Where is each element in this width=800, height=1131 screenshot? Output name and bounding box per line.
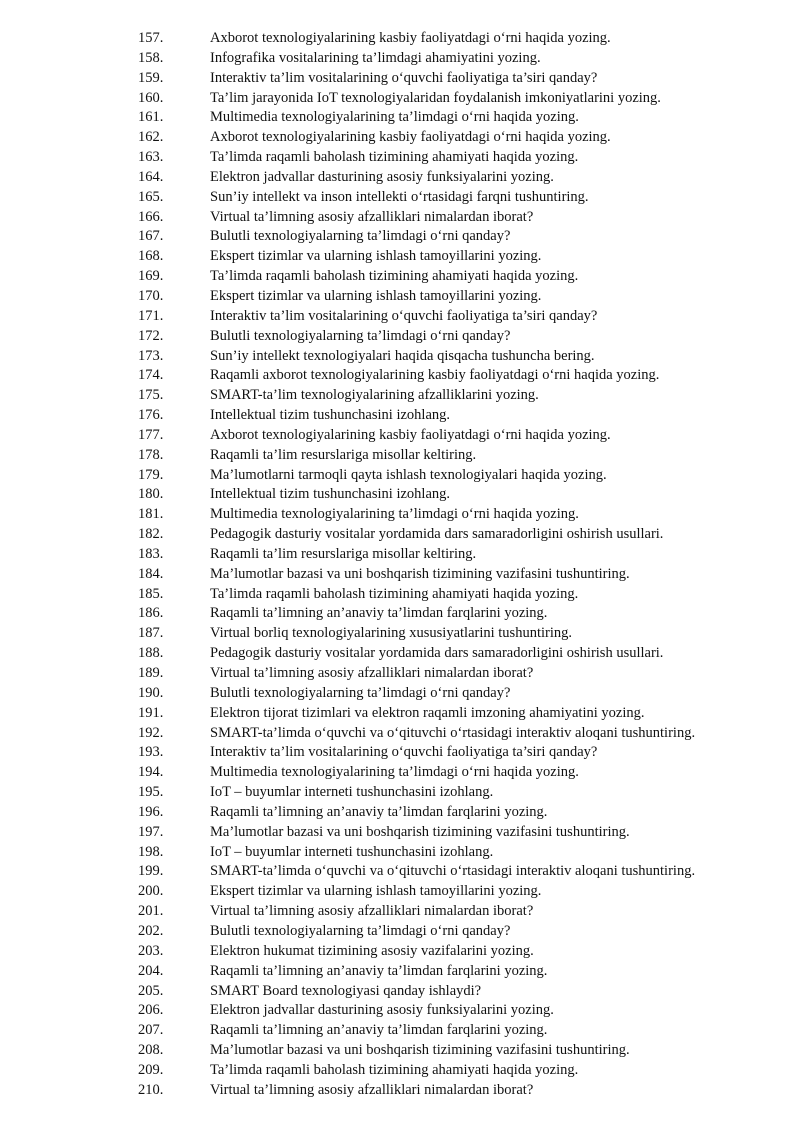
- list-item: [0, 644, 800, 664]
- list-item: [0, 188, 800, 208]
- question-number: 158.: [138, 49, 164, 66]
- list-item: [0, 89, 800, 109]
- question-number: 195.: [138, 784, 164, 801]
- question-number: 210.: [138, 1081, 164, 1098]
- question-number: 181.: [138, 506, 164, 523]
- question-number: 204.: [138, 962, 164, 979]
- list-item: [0, 962, 800, 982]
- question-number: 165.: [138, 188, 164, 205]
- question-text: Pedagogik dasturiy vositalar yordamida dars samaradorligini oshirish usullari.: [210, 526, 664, 543]
- question-number: 200.: [138, 883, 164, 900]
- list-item: [0, 724, 800, 744]
- question-text: Ta’limda raqamli baholash tizimining ahamiyati haqida yozing.: [210, 268, 579, 285]
- question-number: 160.: [138, 89, 164, 106]
- list-item: [0, 227, 800, 247]
- list-item: [0, 406, 800, 426]
- question-number: 202.: [138, 922, 164, 939]
- question-text: Virtual borliq texnologiyalarining xususiyatlarini tushuntiring.: [210, 625, 572, 642]
- question-text: Raqamli ta’limning an’anaviy ta’limdan farqlarini yozing.: [210, 962, 548, 979]
- question-number: 208.: [138, 1042, 164, 1059]
- question-text: Interaktiv ta’lim vositalarining o‘quvchi faoliyatiga ta’siri qanday?: [210, 69, 598, 86]
- question-text: Ekspert tizimlar va ularning ishlash tamoyillarini yozing.: [210, 883, 542, 900]
- question-text: Ma’lumotlar bazasi va uni boshqarish tizimining vazifasini tushuntiring.: [210, 1042, 630, 1059]
- question-text: Infografika vositalarining ta’limdagi ahamiyatini yozing.: [210, 49, 541, 66]
- question-number: 166.: [138, 208, 164, 225]
- question-text: Elektron jadvallar dasturining asosiy funksiyalarini yozing.: [210, 1002, 554, 1019]
- list-item: [0, 545, 800, 565]
- list-item: [0, 446, 800, 466]
- list-item: [0, 922, 800, 942]
- list-item: [0, 287, 800, 307]
- question-number: 184.: [138, 565, 164, 582]
- list-item: [0, 128, 800, 148]
- question-number: 178.: [138, 446, 164, 463]
- list-item: [0, 505, 800, 525]
- list-item: [0, 982, 800, 1002]
- question-text: Axborot texnologiyalarining kasbiy faoliyatdagi o‘rni haqida yozing.: [210, 30, 611, 46]
- question-number: 191.: [138, 704, 164, 721]
- list-item: [0, 49, 800, 69]
- list-item: [0, 684, 800, 704]
- question-number: 176.: [138, 407, 164, 424]
- question-text: Virtual ta’limning asosiy afzalliklari nimalardan iborat?: [210, 665, 534, 681]
- list-item: [0, 783, 800, 803]
- question-number: 179.: [138, 466, 164, 483]
- question-text: Raqamli ta’limning an’anaviy ta’limdan farqlarini yozing.: [210, 1022, 548, 1039]
- question-number: 167.: [138, 228, 164, 245]
- list-item: [0, 386, 800, 406]
- question-text: Bulutli texnologiyalarning ta’limdagi o‘rni qanday?: [210, 922, 511, 939]
- list-item: [0, 743, 800, 763]
- question-number: 172.: [138, 327, 164, 344]
- question-text: Ta’limda raqamli baholash tizimining ahamiyati haqida yozing.: [210, 585, 579, 602]
- question-number: 180.: [138, 486, 164, 503]
- list-item: [0, 763, 800, 783]
- question-number: 196.: [138, 803, 164, 820]
- question-number: 198.: [138, 843, 164, 860]
- question-list: [0, 29, 800, 1101]
- list-item: [0, 267, 800, 287]
- question-text: Raqamli ta’limning an’anaviy ta’limdan farqlarini yozing.: [210, 605, 548, 622]
- question-number: 175.: [138, 387, 164, 404]
- list-item: [0, 168, 800, 188]
- list-item: [0, 843, 800, 863]
- question-text: Multimedia texnologiyalarining ta’limdagi o‘rni haqida yozing.: [210, 506, 579, 523]
- list-item: [0, 704, 800, 724]
- list-item: [0, 565, 800, 585]
- question-number: 193.: [138, 744, 164, 761]
- question-text: IoT – buyumlar interneti tushunchasini izohlang.: [210, 784, 494, 801]
- question-text: SMART Board texnologiyasi qanday ishlaydi?: [210, 982, 482, 999]
- question-number: 159.: [138, 69, 164, 86]
- question-number: 171.: [138, 307, 164, 324]
- question-number: 174.: [138, 367, 164, 384]
- list-item: [0, 327, 800, 347]
- list-item: [0, 347, 800, 367]
- question-text: Axborot texnologiyalarining kasbiy faoliyatdagi o‘rni haqida yozing.: [210, 426, 611, 443]
- list-item: [0, 1041, 800, 1061]
- list-item: [0, 585, 800, 605]
- question-text: Raqamli ta’lim resurslariga misollar keltiring.: [210, 545, 477, 562]
- question-number: 157.: [138, 30, 164, 46]
- question-number: 169.: [138, 268, 164, 285]
- question-number: 206.: [138, 1002, 164, 1019]
- question-text: Elektron tijorat tizimlari va elektron raqamli imzoning ahamiyatini yozing.: [210, 704, 645, 721]
- question-text: Ekspert tizimlar va ularning ishlash tamoyillarini yozing.: [210, 287, 542, 304]
- question-number: 182.: [138, 526, 164, 543]
- question-text: SMART-ta’limda o‘quvchi va o‘qituvchi o‘rtasidagi interaktiv aloqani tushuntiring.: [210, 863, 696, 880]
- list-item: [0, 604, 800, 624]
- list-item: [0, 624, 800, 644]
- list-item: [0, 664, 800, 684]
- list-item: [0, 882, 800, 902]
- question-text: Intellektual tizim tushunchasini izohlang.: [210, 486, 451, 503]
- list-item: [0, 307, 800, 327]
- list-item: [0, 1001, 800, 1021]
- list-item: [0, 862, 800, 882]
- question-text: Sun’iy intellekt texnologiyalari haqida qisqacha tushuncha bering.: [210, 347, 595, 364]
- question-number: 205.: [138, 982, 164, 999]
- question-text: Virtual ta’limning asosiy afzalliklari nimalardan iborat?: [210, 1081, 534, 1098]
- list-item: [0, 247, 800, 267]
- list-item: [0, 1061, 800, 1081]
- question-number: 209.: [138, 1061, 164, 1078]
- question-text: Bulutli texnologiyalarning ta’limdagi o‘rni qanday?: [210, 228, 511, 245]
- question-text: Raqamli ta’limning an’anaviy ta’limdan farqlarini yozing.: [210, 803, 548, 820]
- question-number: 183.: [138, 545, 164, 562]
- question-text: IoT – buyumlar interneti tushunchasini izohlang.: [210, 843, 494, 860]
- question-text: Elektron jadvallar dasturining asosiy funksiyalarini yozing.: [210, 168, 554, 185]
- question-text: Bulutli texnologiyalarning ta’limdagi o‘rni qanday?: [210, 684, 511, 701]
- list-item: [0, 1021, 800, 1041]
- question-number: 185.: [138, 585, 164, 602]
- question-text: Intellektual tizim tushunchasini izohlang.: [210, 407, 451, 424]
- question-text: Ta’limda raqamli baholash tizimining ahamiyati haqida yozing.: [210, 1061, 579, 1078]
- question-number: 201.: [138, 903, 164, 920]
- list-item: [0, 823, 800, 843]
- question-text: Virtual ta’limning asosiy afzalliklari nimalardan iborat?: [210, 903, 534, 920]
- question-number: 177.: [138, 426, 164, 443]
- question-text: Ekspert tizimlar va ularning ishlash tamoyillarini yozing.: [210, 248, 542, 265]
- list-item: [0, 902, 800, 922]
- question-number: 170.: [138, 287, 164, 304]
- question-text: SMART-ta’limda o‘quvchi va o‘qituvchi o‘rtasidagi interaktiv aloqani tushuntiring.: [210, 724, 696, 741]
- question-number: 190.: [138, 684, 164, 701]
- list-item: [0, 69, 800, 89]
- question-number: 164.: [138, 168, 164, 185]
- list-item: [0, 942, 800, 962]
- question-number: 199.: [138, 863, 164, 880]
- question-text: Pedagogik dasturiy vositalar yordamida dars samaradorligini oshirish usullari.: [210, 645, 664, 662]
- question-text: Sun’iy intellekt va inson intellekti o‘rtasidagi farqni tushuntiring.: [210, 188, 589, 205]
- question-number: 163.: [138, 149, 164, 166]
- question-number: 186.: [138, 605, 164, 622]
- list-item: [0, 426, 800, 446]
- question-number: 197.: [138, 823, 164, 840]
- question-number: 203.: [138, 942, 164, 959]
- list-item: [0, 485, 800, 505]
- question-text: Ta’limda raqamli baholash tizimining ahamiyati haqida yozing.: [210, 149, 579, 166]
- list-item: [0, 29, 800, 49]
- question-text: Virtual ta’limning asosiy afzalliklari nimalardan iborat?: [210, 208, 534, 225]
- question-number: 162.: [138, 129, 164, 146]
- question-number: 192.: [138, 724, 164, 741]
- question-text: Elektron hukumat tizimining asosiy vazifalarini yozing.: [210, 942, 534, 959]
- list-item: [0, 108, 800, 128]
- question-number: 207.: [138, 1022, 164, 1039]
- question-number: 168.: [138, 248, 164, 265]
- list-item: [0, 148, 800, 168]
- list-item: [0, 366, 800, 386]
- question-number: 161.: [138, 109, 164, 126]
- question-text: Interaktiv ta’lim vositalarining o‘quvchi faoliyatiga ta’siri qanday?: [210, 307, 598, 324]
- question-text: Axborot texnologiyalarining kasbiy faoliyatdagi o‘rni haqida yozing.: [210, 129, 611, 146]
- question-text: Ta’lim jarayonida IoT texnologiyalaridan foydalanish imkoniyatlarini yozing.: [210, 89, 661, 106]
- question-number: 187.: [138, 625, 164, 642]
- question-text: Ma’lumotlarni tarmoqli qayta ishlash texnologiyalari haqida yozing.: [210, 466, 607, 483]
- question-text: Raqamli ta’lim resurslariga misollar keltiring.: [210, 446, 477, 463]
- question-text: Ma’lumotlar bazasi va uni boshqarish tizimining vazifasini tushuntiring.: [210, 823, 630, 840]
- question-number: 188.: [138, 645, 164, 662]
- list-item: [0, 525, 800, 545]
- question-text: Raqamli axborot texnologiyalarining kasbiy faoliyatdagi o‘rni haqida yozing.: [210, 367, 660, 384]
- question-text: Bulutli texnologiyalarning ta’limdagi o‘rni qanday?: [210, 327, 511, 344]
- list-item: [0, 466, 800, 486]
- question-number: 194.: [138, 764, 164, 781]
- list-item: [0, 803, 800, 823]
- question-text: Interaktiv ta’lim vositalarining o‘quvchi faoliyatiga ta’siri qanday?: [210, 744, 598, 761]
- list-item: [0, 1081, 800, 1101]
- question-text: Multimedia texnologiyalarining ta’limdagi o‘rni haqida yozing.: [210, 109, 579, 126]
- list-item: [0, 208, 800, 228]
- question-number: 189.: [138, 665, 164, 681]
- question-text: Multimedia texnologiyalarining ta’limdagi o‘rni haqida yozing.: [210, 764, 579, 781]
- question-number: 173.: [138, 347, 164, 364]
- question-text: SMART-ta’lim texnologiyalarining afzalliklarini yozing.: [210, 387, 539, 404]
- question-text: Ma’lumotlar bazasi va uni boshqarish tizimining vazifasini tushuntiring.: [210, 565, 630, 582]
